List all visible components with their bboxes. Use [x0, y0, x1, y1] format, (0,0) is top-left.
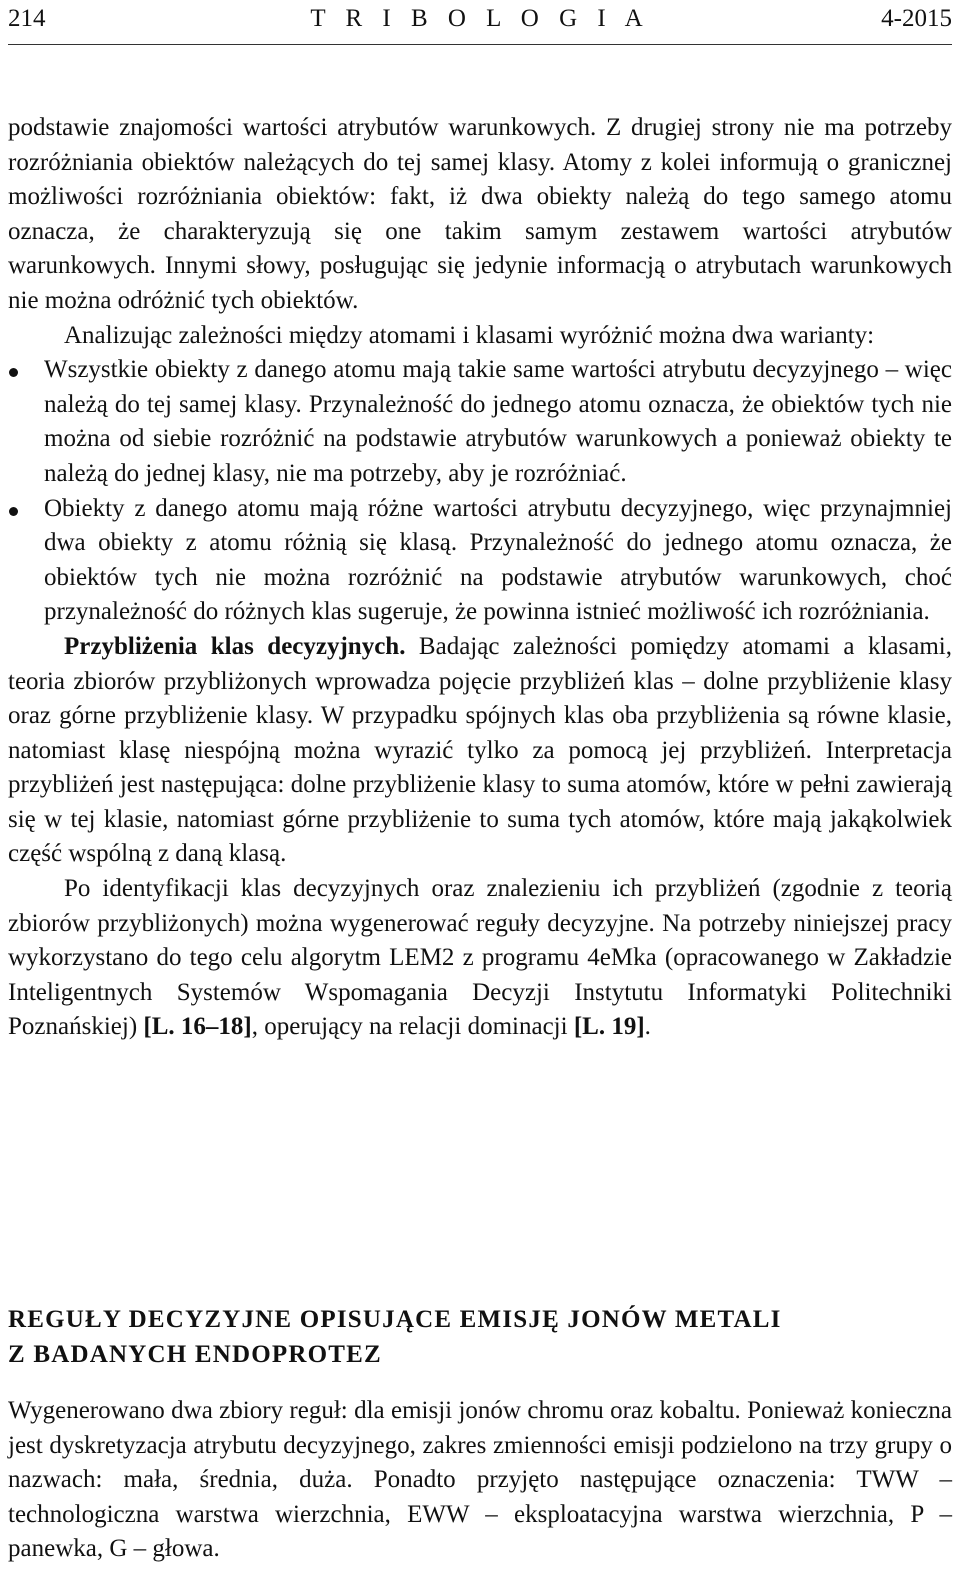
citation-ref: [L. 16–18]	[143, 1013, 252, 1041]
section-heading-line: Z BADANYCH ENDOPROTEZ	[8, 1340, 382, 1368]
paragraph-lead-heading: Przybliżenia klas decyzyjnych.	[64, 632, 406, 660]
paragraph-text: .	[644, 1013, 651, 1041]
paragraph-variants-intro: Analizując zależności między atomami i klasami wyróżnić można dwa warianty:	[64, 321, 875, 349]
journal-title: T R I B O L O G I A	[310, 5, 650, 32]
bullet-icon	[9, 507, 18, 516]
paragraph-text: , operujący na relacji dominacji	[251, 1013, 574, 1041]
section-heading	[8, 1303, 952, 1372]
list-item	[8, 492, 952, 630]
list-item	[8, 353, 952, 491]
page-number: 214	[8, 5, 46, 32]
issue-label: 4-2015	[881, 5, 952, 32]
paragraph-atoms: podstawie znajomości wartości atrybutów warunkowych. Z drugiej strony nie ma potrzeby rozróżniania obiektów należących do tej samej klasy. Atomy z kolei informują o granicznej możliwości rozróżniania obiektów: fakt, iż dwa obiekty należą do tego samego atomu oznacza, że charakteryzują się one takim samym zestawem wartości atrybutów warunkowych. Innymi słowy, posługując się jedynie informacją o atrybutach warunkowych nie można odróżnić tych obiektów.	[8, 114, 952, 314]
paragraph-approximations	[8, 630, 952, 872]
variants-list	[8, 353, 952, 630]
bullet-icon	[9, 368, 18, 377]
body-text	[8, 111, 952, 1045]
paragraph-text: Po identyfikacji klas decyzyjnych oraz znalezieniu ich przybliżeń (zgodnie z teorią zbiorów przybliżonych) można wygenerować reguły decyzyjne. Na potrzeby niniejszej pracy wykorzystano do tego celu algorytm LEM2 z programu 4eMka (opracowanego w Zakładzie Inteligentnych Systemów Wspomagania Decyzji Instytutu Informatyki Politechniki Poznańskiej)	[8, 875, 952, 1041]
paragraph-rule-sets: Wygenerowano dwa zbiory reguł: dla emisji jonów chromu oraz kobaltu. Ponieważ konieczna jest dyskretyzacja atrybutu decyzyjnego, zakres zmienności emisji podzielono na trzy grupy o nazwach: mała, średnia, duża. Ponadto przyjęto następujące oznaczenia: TWW – technologiczna warstwa wierzchnia, EWW – eksploatacyjna warstwa wierzchnia, P – panewka, G – głowa.	[8, 1397, 952, 1563]
paragraph-rules-generation	[8, 872, 952, 1045]
running-header	[8, 0, 952, 45]
list-item-text: Wszystkie obiekty z danego atomu mają takie same wartości atrybutu decyzyjnego – więc należą do tej samej klasy. Przynależność do jednego atomu oznacza, że obiektów tych nie można od siebie rozróżnić na podstawie atrybutów warunkowych a ponieważ obiekty te należą do jednej klasy, nie ma potrzeby, aby je rozróżniać.	[44, 356, 952, 487]
section-heading-line: REGUŁY DECYZYJNE OPISUJĄCE EMISJĘ JONÓW METALI	[8, 1306, 782, 1333]
section-body	[8, 1394, 952, 1567]
citation-ref: [L. 19]	[573, 1013, 645, 1041]
list-item-text: Obiekty z danego atomu mają różne wartości atrybutu decyzyjnego, więc przynajmniej dwa obiekty z atomu różnią się klasą. Przynależność do jednego atomu oznacza, że obiektów tych nie można rozróżnić na podstawie atrybutów warunkowych, choć przynależność do różnych klas sugeruje, że powinna istnieć możliwość ich rozróżniania.	[44, 494, 952, 626]
paragraph-text: Badając zależności pomiędzy atomami a klasami, teoria zbiorów przybliżonych wprowadza pojęcie przybliżeń klas – dolne przybliżenie klasy oraz górne przybliżenie klasy. W przypadku spójnych klas oba przybliżenia są równe klasie, natomiast klasę niespójną można wyrazić tylko za pomocą jej przybliżeń. Interpretacja przybliżeń jest następująca: dolne przybliżenie klasy to suma atomów, które w pełni zawierają się w tej klasie, natomiast górne przybliżenie to suma tych atomów, które mają jakąkolwiek część wspólną z daną klasą.	[8, 632, 952, 868]
